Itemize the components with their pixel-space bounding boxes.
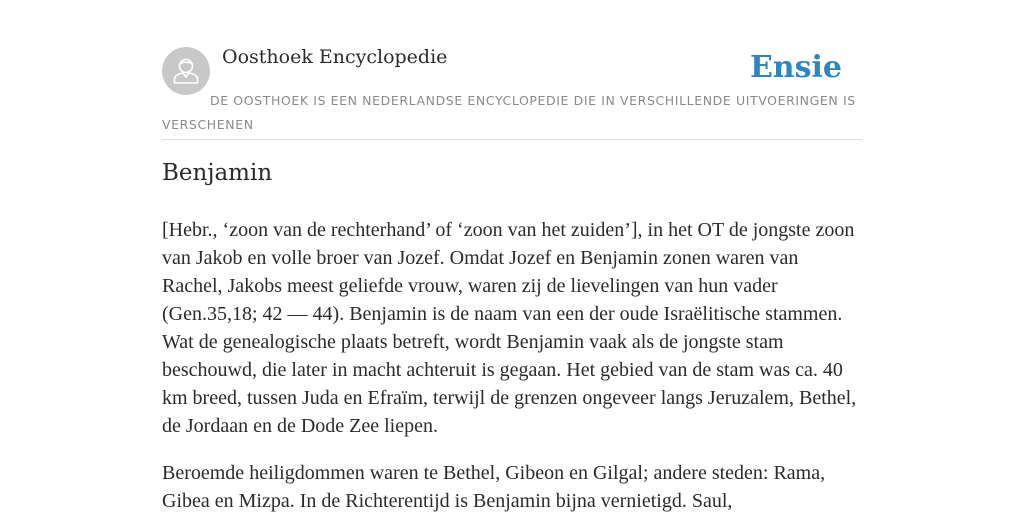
article-body xyxy=(162,216,862,512)
brand-logo[interactable]: Ensie xyxy=(749,50,842,85)
site-description: DE OOSTHOEK IS EEN NEDERLANDSE ENCYCLOPEDIE DIE IN VERSCHILLENDE UITVOERINGEN IS VERSCHENEN xyxy=(162,93,856,132)
site-header xyxy=(162,40,862,140)
article-title: Benjamin xyxy=(162,160,273,186)
user-avatar-icon[interactable] xyxy=(162,47,210,95)
article-paragraph: Beroemde heiligdommen waren te Bethel, Gibeon en Gilgal; andere steden: Rama, Gibea en Mizpa. In de Richterentijd is Benjamin bijna vernietigd. Saul, xyxy=(162,462,826,512)
site-title[interactable]: Oosthoek Encyclopedie xyxy=(222,46,448,68)
article-paragraph: [Hebr., ‘zoon van de rechterhand’ of ‘zoon van het zuiden’], in het OT de jongste zoon van Jakob en volle broer van Jozef. Omdat Jozef en Benjamin zonen waren van Rachel, Jakobs meest geliefde vrouw, waren zij de lievelingen van hun vader (Gen.35,18; 42 — 44). Benjamin is de naam van een der oude Israëlitische stammen. Wat de genealogische plaats betreft, wordt Benjamin vaak als de jongste stam beschouwd, die later in macht achteruit is gegaan. Het gebied van de stam was ca. 40 km breed, tussen Juda en Efraïm, terwijl de grenzen ongeveer langs Jeruzalem, Bethel, de Jordaan en de Dode Zee liepen. xyxy=(162,219,857,437)
